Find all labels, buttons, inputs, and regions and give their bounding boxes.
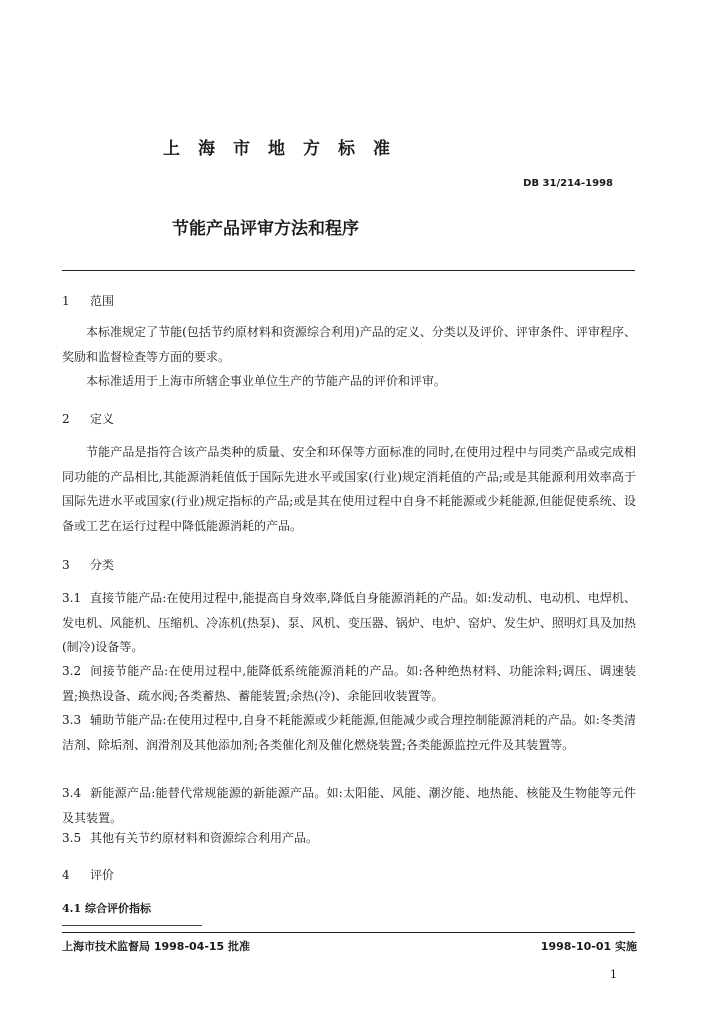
subsection-heading: 4.1 综合评价指标 <box>62 902 151 915</box>
item-text: 其他有关节约原材料和资源综合利用产品。 <box>90 831 319 845</box>
list-item <box>62 781 636 830</box>
section-number: 4 <box>62 868 70 882</box>
section-heading-4 <box>62 866 114 883</box>
list-item <box>62 708 636 757</box>
section-number: 2 <box>62 412 70 426</box>
section-title: 分类 <box>90 558 115 572</box>
footnote-rule <box>62 925 202 926</box>
publisher-title: 上海市地方标准 <box>163 139 408 159</box>
section-number: 3 <box>62 558 70 572</box>
item-text: 间接节能产品:在使用过程中,能降低系统能源消耗的产品。如:各种绝热材料、功能涂料;调压、调速装置;换热设备、疏水阀;各类蓄热、蓄能装置;余热(冷)、余能回收装置等。 <box>62 664 636 703</box>
paragraph: 本标准适用于上海市所辖企事业单位生产的节能产品的评价和评审。 <box>86 374 447 388</box>
section-heading-3 <box>62 556 114 573</box>
item-number: 3.4 <box>62 786 82 800</box>
section-title: 评价 <box>90 868 115 882</box>
section-title: 范围 <box>90 294 115 308</box>
footer-divider <box>62 932 635 933</box>
approval-line: 上海市技术监督局 1998-04-15 批准 <box>62 940 251 953</box>
header-divider <box>62 270 635 271</box>
list-item <box>62 659 636 708</box>
item-number: 3.1 <box>62 591 82 605</box>
item-text: 辅助节能产品:在使用过程中,自身不耗能源或少耗能源,但能减少或合理控制能源消耗的产品。如:冬类清洁剂、除垢剂、润滑剂及其他添加剂;各类催化剂及催化燃烧装置;各类能源监控元件及其装置等。 <box>62 713 636 752</box>
item-number: 3.3 <box>62 713 82 727</box>
page-number: 1 <box>610 968 617 981</box>
item-text: 新能源产品:能替代常规能源的新能源产品。如:太阳能、风能、潮汐能、地热能、核能及生物能等元件及其装置。 <box>62 786 636 825</box>
item-number: 3.2 <box>62 664 82 678</box>
section-number: 1 <box>62 294 70 308</box>
paragraph: 节能产品是指符合该产品类种的质量、安全和环保等方面标准的同时,在使用过程中与同类产品或完成相同功能的产品相比,其能源消耗值低于国际先进水平或国家(行业)规定消耗值的产品;或是其能源利用效率高于国际先进水平或国家(行业)规定指标的产品;或是其在使用过程中自身不耗能源或少耗能源,但能促使系统、设备或工艺在运行过程中降低能源消耗的产品。 <box>62 445 636 533</box>
list-item <box>62 826 636 851</box>
section-heading-1 <box>62 292 114 309</box>
section-heading-2 <box>62 410 114 427</box>
item-number: 3.5 <box>62 831 82 845</box>
standard-code: DB 31/214-1998 <box>523 178 613 189</box>
implementation-date: 1998-10-01 实施 <box>540 940 637 953</box>
list-item <box>62 586 636 660</box>
document-title: 节能产品评审方法和程序 <box>172 219 359 239</box>
paragraph: 本标准规定了节能(包括节约原材料和资源综合利用)产品的定义、分类以及评价、评审条件、评审程序、奖励和监督检查等方面的要求。 <box>62 325 636 364</box>
item-text: 直接节能产品:在使用过程中,能提高自身效率,降低自身能源消耗的产品。如:发动机、电动机、电焊机、发电机、风能机、压缩机、冷冻机(热泵)、泵、风机、变压器、锅炉、电炉、窑炉、发生炉、照明灯具及加热(制冷)设备等。 <box>62 591 636 654</box>
section-title: 定义 <box>90 412 115 426</box>
